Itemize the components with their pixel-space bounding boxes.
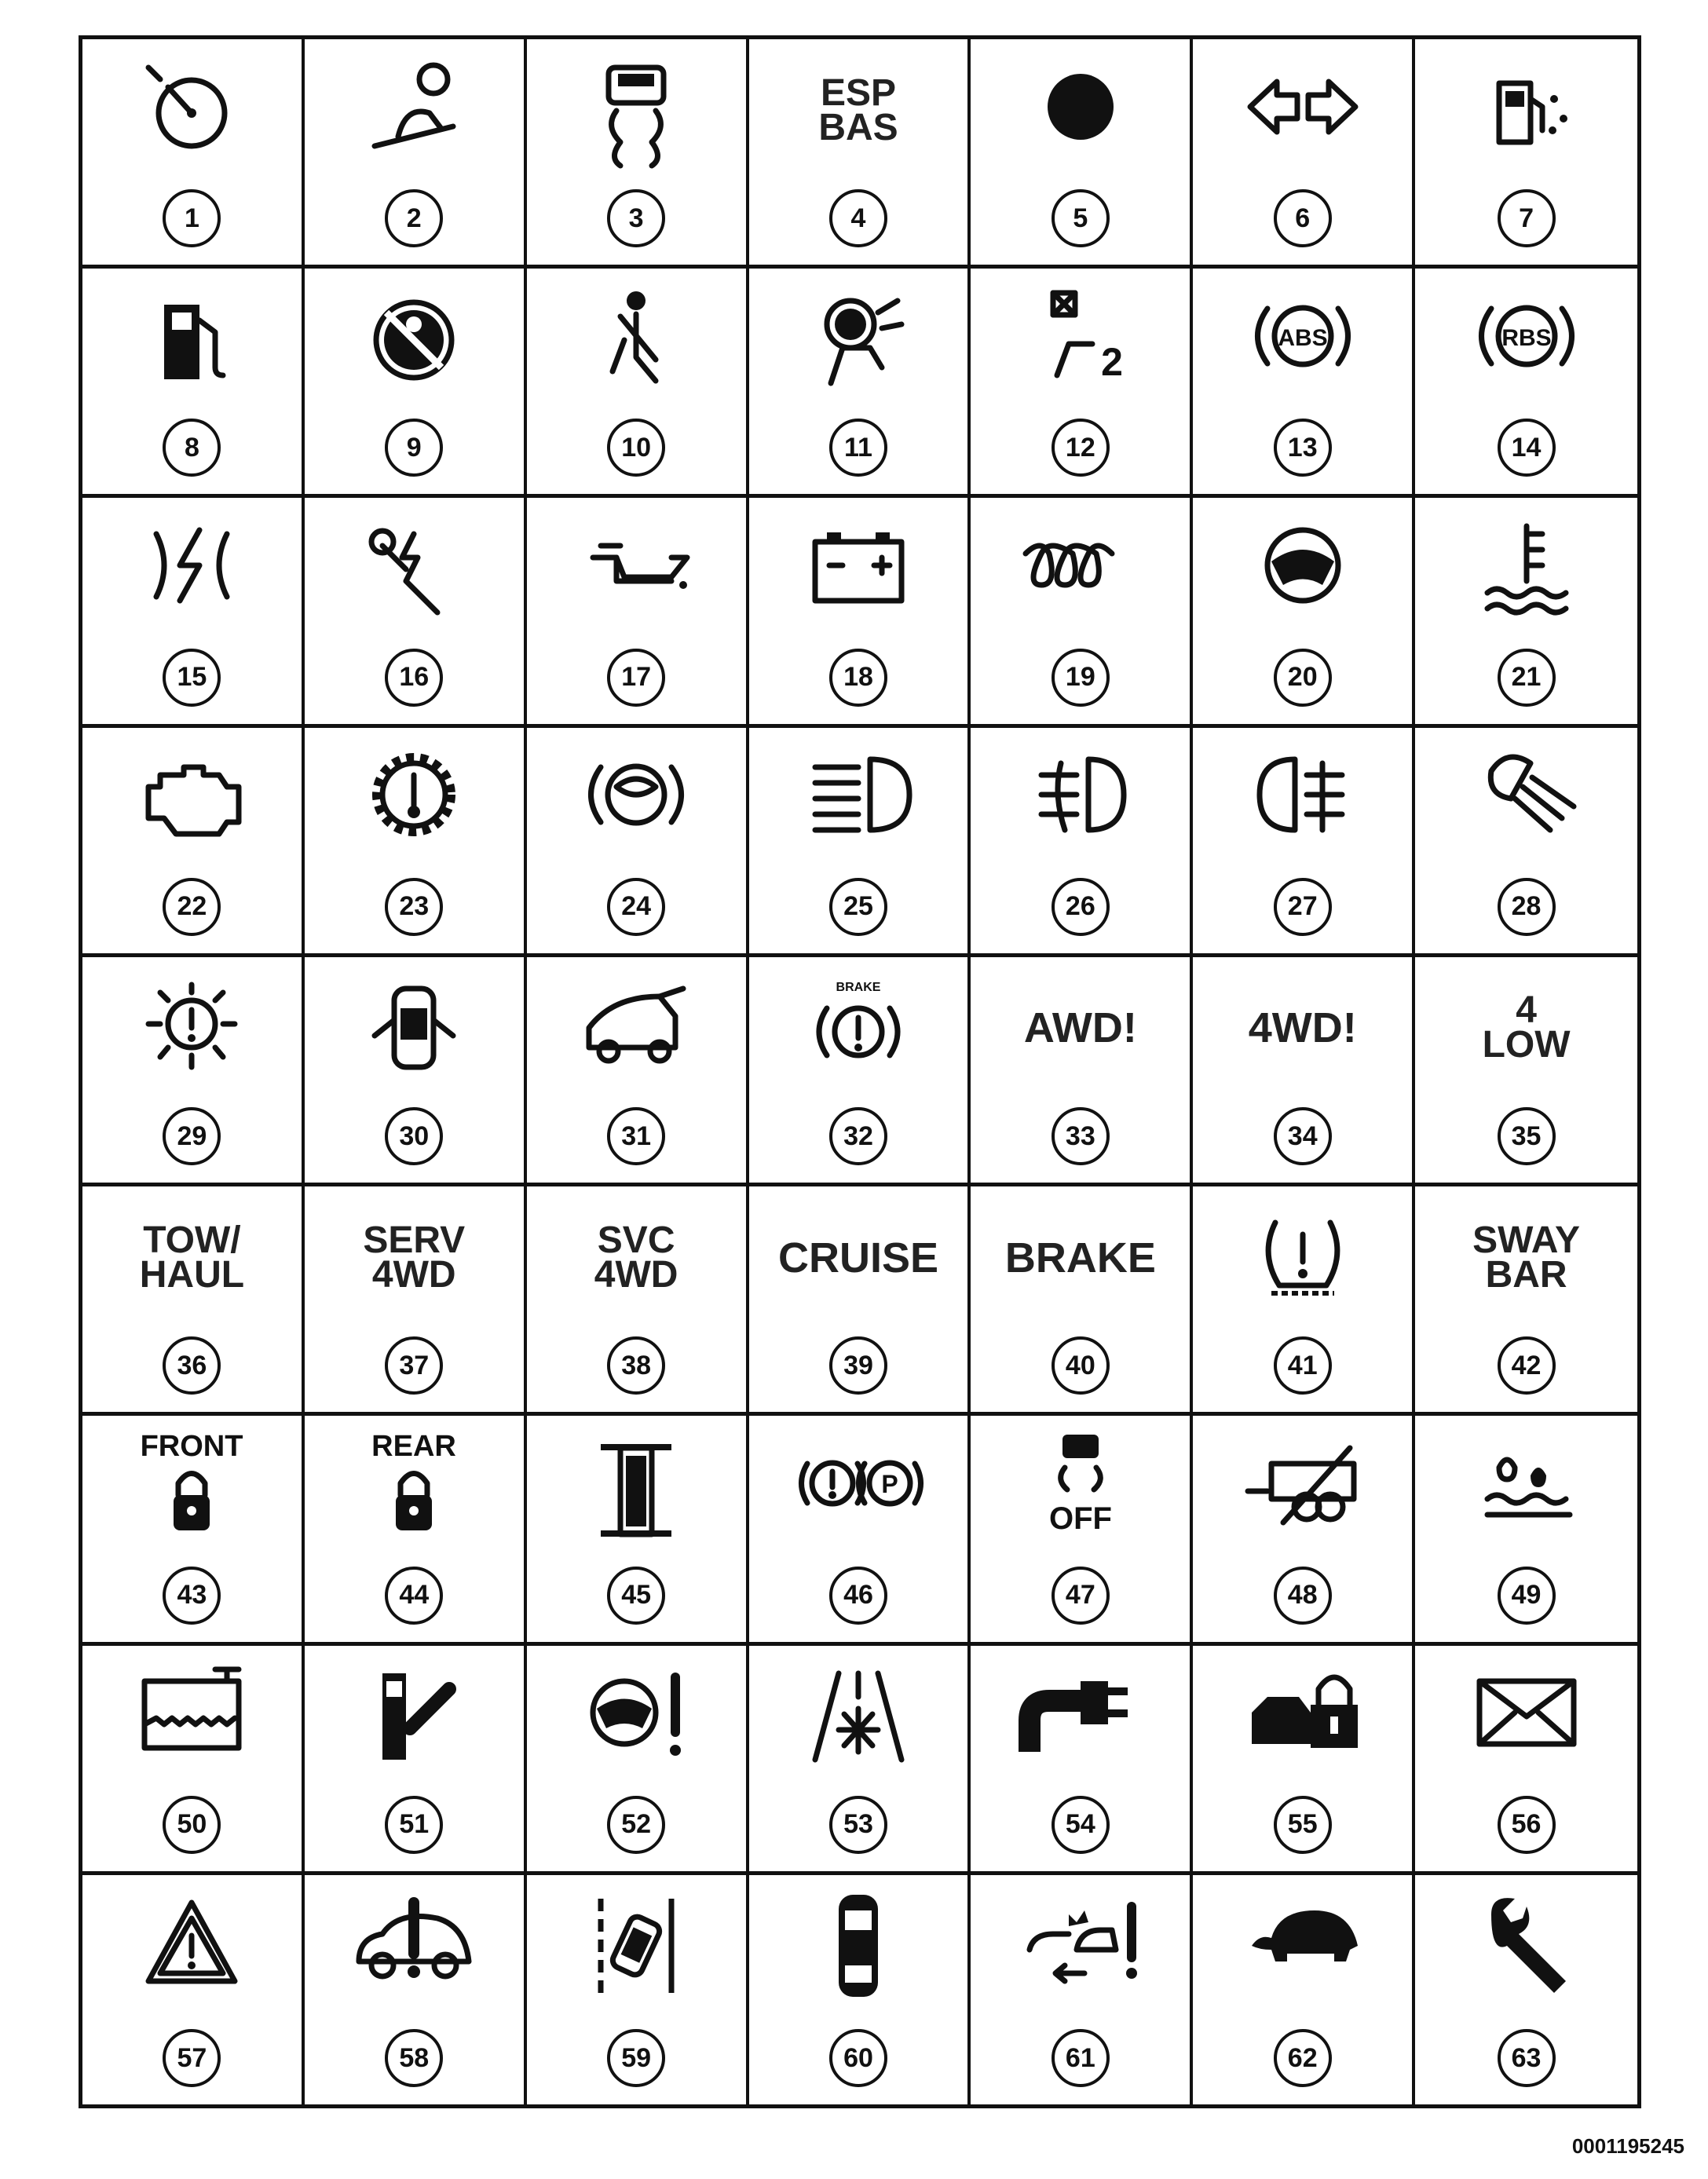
4wd-warning-text-icon [1193,963,1412,1093]
brake-pad-wear-icon [527,734,746,864]
svg-text:FRONT: FRONT [140,1429,243,1463]
tow-haul-text-icon [82,1193,302,1322]
lane-departure-icon [527,1881,746,2011]
airbag-disabled-icon [971,275,1190,404]
fuel-water-icon-graphic [1468,52,1585,170]
washer-fluid-icon [82,1652,302,1782]
brake-warning-icon [749,963,968,1093]
symbol-cell-1 [82,39,305,269]
turtle-icon-graphic [1244,1887,1362,2005]
symbol-cell-26 [971,728,1193,957]
symbol-number: 48 [1274,1567,1332,1625]
tire-pressure-icon [1193,1193,1412,1322]
speedometer-icon [82,46,302,175]
symbol-number: 8 [163,419,221,477]
symbol-number: 42 [1498,1336,1556,1395]
transmission-temperature-icon [305,734,524,864]
symbol-cell-34 [1193,957,1415,1186]
symbol-cell-8 [82,269,305,498]
symbol-cell-44 [305,1416,527,1645]
filled-dot-icon [971,46,1190,175]
symbol-number: 23 [385,878,443,936]
symbol-number: 31 [607,1107,665,1165]
symbol-number: 62 [1274,2029,1332,2087]
coolant-temperature-icon [1415,504,1637,634]
liftgate-open-icon-graphic [577,969,695,1087]
hill-descent-icon [305,46,524,175]
symbol-cell-58 [305,1875,527,2104]
transmission-temperature-icon-graphic [355,740,473,857]
check-engine-icon [82,734,302,864]
symbol-cell-53 [749,1646,971,1875]
symbol-cell-38 [527,1186,749,1416]
front-fog-light-icon [971,734,1190,864]
turn-signal-arrows-icon-graphic [1244,52,1362,170]
symbol-number: 54 [1051,1796,1110,1854]
symbol-cell-21 [1415,498,1637,727]
symbol-number: 24 [607,878,665,936]
vehicle-warning-icon-graphic [355,1887,473,2005]
symbol-cell-39 [749,1186,971,1416]
plug-icon-graphic [1022,1658,1139,1775]
symbol-number: 34 [1274,1107,1332,1165]
symbol-cell-33 [971,957,1193,1186]
symbol-number: 25 [829,878,887,936]
symbol-cell-57 [82,1875,305,2104]
symbol-number: 2 [385,189,443,247]
symbol-cell-35 [1415,957,1637,1186]
symbol-number: 60 [829,2029,887,2087]
symbol-number: 36 [163,1336,221,1395]
awd-warning-text-icon [971,963,1190,1093]
svg-text:REAR: REAR [371,1429,457,1463]
symbol-text: SWAY BAR [1472,1219,1581,1296]
lane-departure-icon-graphic [577,1887,695,2005]
serv-4wd-text-icon [305,1193,524,1322]
symbol-number: 3 [607,189,665,247]
rbs-icon-graphic [1468,281,1585,399]
symbol-cell-16 [305,498,527,727]
symbol-number: 21 [1498,649,1556,707]
security-lock-icon [1193,1652,1412,1782]
symbol-cell-7 [1415,39,1637,269]
front-fog-light-icon-graphic [1022,740,1139,857]
child-lock-icon-graphic [355,1658,473,1775]
symbol-number: 45 [607,1567,665,1625]
symbol-cell-19 [971,498,1193,727]
security-lock-icon-graphic [1244,1658,1362,1775]
symbol-text: 4WD! [1248,1004,1357,1052]
door-open-icon-graphic [355,969,473,1087]
cruise-text-icon [749,1193,968,1322]
wrench-icon-graphic [1468,1887,1585,2005]
filled-dot-icon-graphic [1022,52,1139,170]
check-engine-icon-graphic [133,740,251,857]
airbag-icon-graphic [799,281,917,399]
symbol-cell-29 [82,957,305,1186]
forward-collision-icon [971,1881,1190,2011]
symbol-cell-25 [749,728,971,957]
symbol-cell-18 [749,498,971,727]
symbol-cell-59 [527,1875,749,2104]
glow-plug-icon [971,504,1190,634]
front-axle-lock-icon-graphic [133,1428,251,1546]
fuel-pump-icon-graphic [133,281,251,399]
figure-code: 0001195245 [1571,2134,1684,2158]
low-beam-icon [1415,734,1637,864]
warning-triangle-icon-graphic [133,1887,251,2005]
bulb-failure-icon-graphic [133,969,251,1087]
seatbelt-icon-graphic [577,281,695,399]
front-axle-lock-icon [82,1422,302,1552]
message-envelope-icon-graphic [1468,1658,1585,1775]
vehicle-top-view-icon-graphic [799,1887,917,2005]
symbol-number: 46 [829,1567,887,1625]
symbol-cell-42 [1415,1186,1637,1416]
airbag-disabled-icon-graphic [1022,281,1139,399]
symbol-cell-4 [749,39,971,269]
symbol-cell-27 [1193,728,1415,957]
symbol-cell-51 [305,1646,527,1875]
svc-4wd-text-icon [527,1193,746,1322]
steering-warning-icon-graphic [577,1658,695,1775]
symbol-cell-50 [82,1646,305,1875]
esp-bas-text-icon [749,46,968,175]
electronic-throttle-icon [82,504,302,634]
trailer-disconnected-icon [1193,1422,1412,1552]
oil-pressure-icon-graphic [577,510,695,628]
fuel-pump-icon [82,275,302,404]
brake-pad-wear-icon-graphic [577,740,695,857]
high-beam-icon-graphic [799,740,917,857]
svg-text:2: 2 [1100,339,1123,384]
symbol-number: 19 [1051,649,1110,707]
rear-fog-light-icon-graphic [1244,740,1362,857]
symbol-number: 55 [1274,1796,1332,1854]
symbol-number: 57 [163,2029,221,2087]
liftgate-open-icon [527,963,746,1093]
symbol-cell-43 [82,1416,305,1645]
low-beam-icon-graphic [1468,740,1585,857]
axle-diagram-icon [527,1422,746,1552]
svg-text:ABS: ABS [1278,324,1328,351]
rbs-icon [1415,275,1637,404]
abs-icon [1193,275,1412,404]
symbol-cell-9 [305,269,527,498]
trailer-disconnected-icon-graphic [1244,1428,1362,1546]
symbol-cell-24 [527,728,749,957]
icy-road-icon [749,1652,968,1782]
warning-triangle-icon [82,1881,302,2011]
axle-diagram-icon-graphic [577,1428,695,1546]
symbol-number: 17 [607,649,665,707]
symbol-cell-61 [971,1875,1193,2104]
symbol-cell-52 [527,1646,749,1875]
symbol-cell-48 [1193,1416,1415,1645]
symbol-text: BRAKE [1004,1234,1156,1281]
symbol-cell-41 [1193,1186,1415,1416]
traction-off-icon-graphic [1022,1428,1139,1546]
symbol-number: 56 [1498,1796,1556,1854]
symbol-cell-6 [1193,39,1415,269]
symbol-number: 18 [829,649,887,707]
symbol-number: 43 [163,1567,221,1625]
symbol-number: 27 [1274,878,1332,936]
svg-text:OFF: OFF [1048,1501,1112,1536]
brake-parking-icon-graphic [799,1428,917,1546]
symbol-cell-37 [305,1186,527,1416]
symbol-cell-15 [82,498,305,727]
symbol-cell-40 [971,1186,1193,1416]
passenger-airbag-off-icon-graphic [355,281,473,399]
symbol-number: 12 [1051,419,1110,477]
symbol-number: 49 [1498,1567,1556,1625]
symbol-cell-13 [1193,269,1415,498]
symbol-number: 29 [163,1107,221,1165]
high-beam-icon [749,734,968,864]
symbol-number: 53 [829,1796,887,1854]
svg-text:RBS: RBS [1501,324,1552,351]
symbol-text: ESP BAS [818,71,898,148]
symbol-text: SERV 4WD [363,1219,466,1296]
symbol-number: 14 [1498,419,1556,477]
symbol-number: 13 [1274,419,1332,477]
coolant-temperature-icon-graphic [1468,510,1585,628]
symbol-cell-31 [527,957,749,1186]
child-lock-icon [305,1652,524,1782]
brake-warning-icon-graphic [799,969,917,1087]
symbol-cell-49 [1415,1416,1637,1645]
wrench-icon [1415,1881,1637,2011]
symbol-number: 26 [1051,878,1110,936]
forward-collision-icon-graphic [1022,1887,1139,2005]
symbol-cell-62 [1193,1875,1415,2104]
turtle-icon [1193,1881,1412,2011]
symbol-number: 15 [163,649,221,707]
symbol-number: 47 [1051,1567,1110,1625]
steering-wheel-icon-graphic [1244,510,1362,628]
symbol-number: 5 [1051,189,1110,247]
symbol-cell-20 [1193,498,1415,727]
symbol-cell-54 [971,1646,1193,1875]
speedometer-icon-graphic [133,52,251,170]
svg-text:BRAKE: BRAKE [836,981,881,995]
symbol-cell-23 [305,728,527,957]
symbol-cell-30 [305,957,527,1186]
symbol-cell-63 [1415,1875,1637,2104]
brake-text-icon [971,1193,1190,1322]
steering-wheel-icon [1193,504,1412,634]
symbol-number: 1 [163,189,221,247]
symbol-number: 50 [163,1796,221,1854]
passenger-airbag-off-icon [305,275,524,404]
battery-icon [749,504,968,634]
battery-icon-graphic [799,510,917,628]
symbol-number: 61 [1051,2029,1110,2087]
symbol-cell-28 [1415,728,1637,957]
symbol-number: 22 [163,878,221,936]
rear-fog-light-icon [1193,734,1412,864]
symbol-number: 6 [1274,189,1332,247]
wrench-lightning-icon-graphic [355,510,473,628]
abs-icon-graphic [1244,281,1362,399]
symbol-number: 33 [1051,1107,1110,1165]
symbol-cell-32 [749,957,971,1186]
plug-icon [971,1652,1190,1782]
symbol-text: CRUISE [777,1234,938,1281]
seatbelt-icon [527,275,746,404]
symbol-text: 4 LOW [1482,989,1571,1066]
symbol-number: 16 [385,649,443,707]
rear-axle-lock-icon [305,1422,524,1552]
symbol-number: 44 [385,1567,443,1625]
symbol-cell-10 [527,269,749,498]
symbol-cell-2 [305,39,527,269]
symbol-number: 52 [607,1796,665,1854]
symbol-cell-5 [971,39,1193,269]
symbol-cell-45 [527,1416,749,1645]
symbol-cell-14 [1415,269,1637,498]
icy-road-icon-graphic [799,1658,917,1775]
oil-pressure-icon [527,504,746,634]
fuel-water-icon [1415,46,1637,175]
rear-axle-lock-icon-graphic [355,1428,473,1546]
symbol-number: 59 [607,2029,665,2087]
traction-control-icon [527,46,746,175]
symbol-number: 39 [829,1336,887,1395]
symbol-number: 9 [385,419,443,477]
symbol-cell-55 [1193,1646,1415,1875]
electronic-throttle-icon-graphic [133,510,251,628]
symbol-number: 4 [829,189,887,247]
traction-control-icon-graphic [577,52,695,170]
sway-bar-text-icon [1415,1193,1637,1322]
4-low-text-icon [1415,963,1637,1093]
symbol-number: 38 [607,1336,665,1395]
symbol-number: 10 [607,419,665,477]
symbol-number: 37 [385,1336,443,1395]
symbol-number: 35 [1498,1107,1556,1165]
symbol-cell-36 [82,1186,305,1416]
symbol-number: 51 [385,1796,443,1854]
symbol-text: TOW/ HAUL [139,1219,245,1296]
symbol-number: 58 [385,2029,443,2087]
warning-symbol-grid [79,35,1641,2108]
symbol-cell-12 [971,269,1193,498]
symbol-number: 28 [1498,878,1556,936]
symbol-number: 7 [1498,189,1556,247]
symbol-cell-11 [749,269,971,498]
glow-plug-icon-graphic [1022,510,1139,628]
wrench-lightning-icon [305,504,524,634]
symbol-cell-56 [1415,1646,1637,1875]
symbol-number: 63 [1498,2029,1556,2087]
symbol-text: SVC 4WD [594,1219,678,1296]
vehicle-warning-icon [305,1881,524,2011]
symbol-cell-47 [971,1416,1193,1645]
vehicle-top-view-icon [749,1881,968,2011]
bulb-failure-icon [82,963,302,1093]
fuel-filter-water-icon-graphic [1468,1428,1585,1546]
symbol-number: 11 [829,419,887,477]
airbag-icon [749,275,968,404]
symbol-cell-22 [82,728,305,957]
symbol-number: 30 [385,1107,443,1165]
symbol-number: 41 [1274,1336,1332,1395]
steering-warning-icon [527,1652,746,1782]
door-open-icon [305,963,524,1093]
washer-fluid-icon-graphic [133,1658,251,1775]
hill-descent-icon-graphic [355,52,473,170]
turn-signal-arrows-icon [1193,46,1412,175]
tire-pressure-icon-graphic [1244,1199,1362,1317]
symbol-number: 40 [1051,1336,1110,1395]
fuel-filter-water-icon [1415,1422,1637,1552]
symbol-number: 32 [829,1107,887,1165]
symbol-text: AWD! [1023,1004,1137,1052]
symbol-cell-46 [749,1416,971,1645]
symbol-cell-60 [749,1875,971,2104]
brake-parking-icon [749,1422,968,1552]
symbol-cell-17 [527,498,749,727]
traction-off-icon [971,1422,1190,1552]
message-envelope-icon [1415,1652,1637,1782]
svg-text:P: P [881,1469,898,1498]
symbol-cell-3 [527,39,749,269]
symbol-number: 20 [1274,649,1332,707]
